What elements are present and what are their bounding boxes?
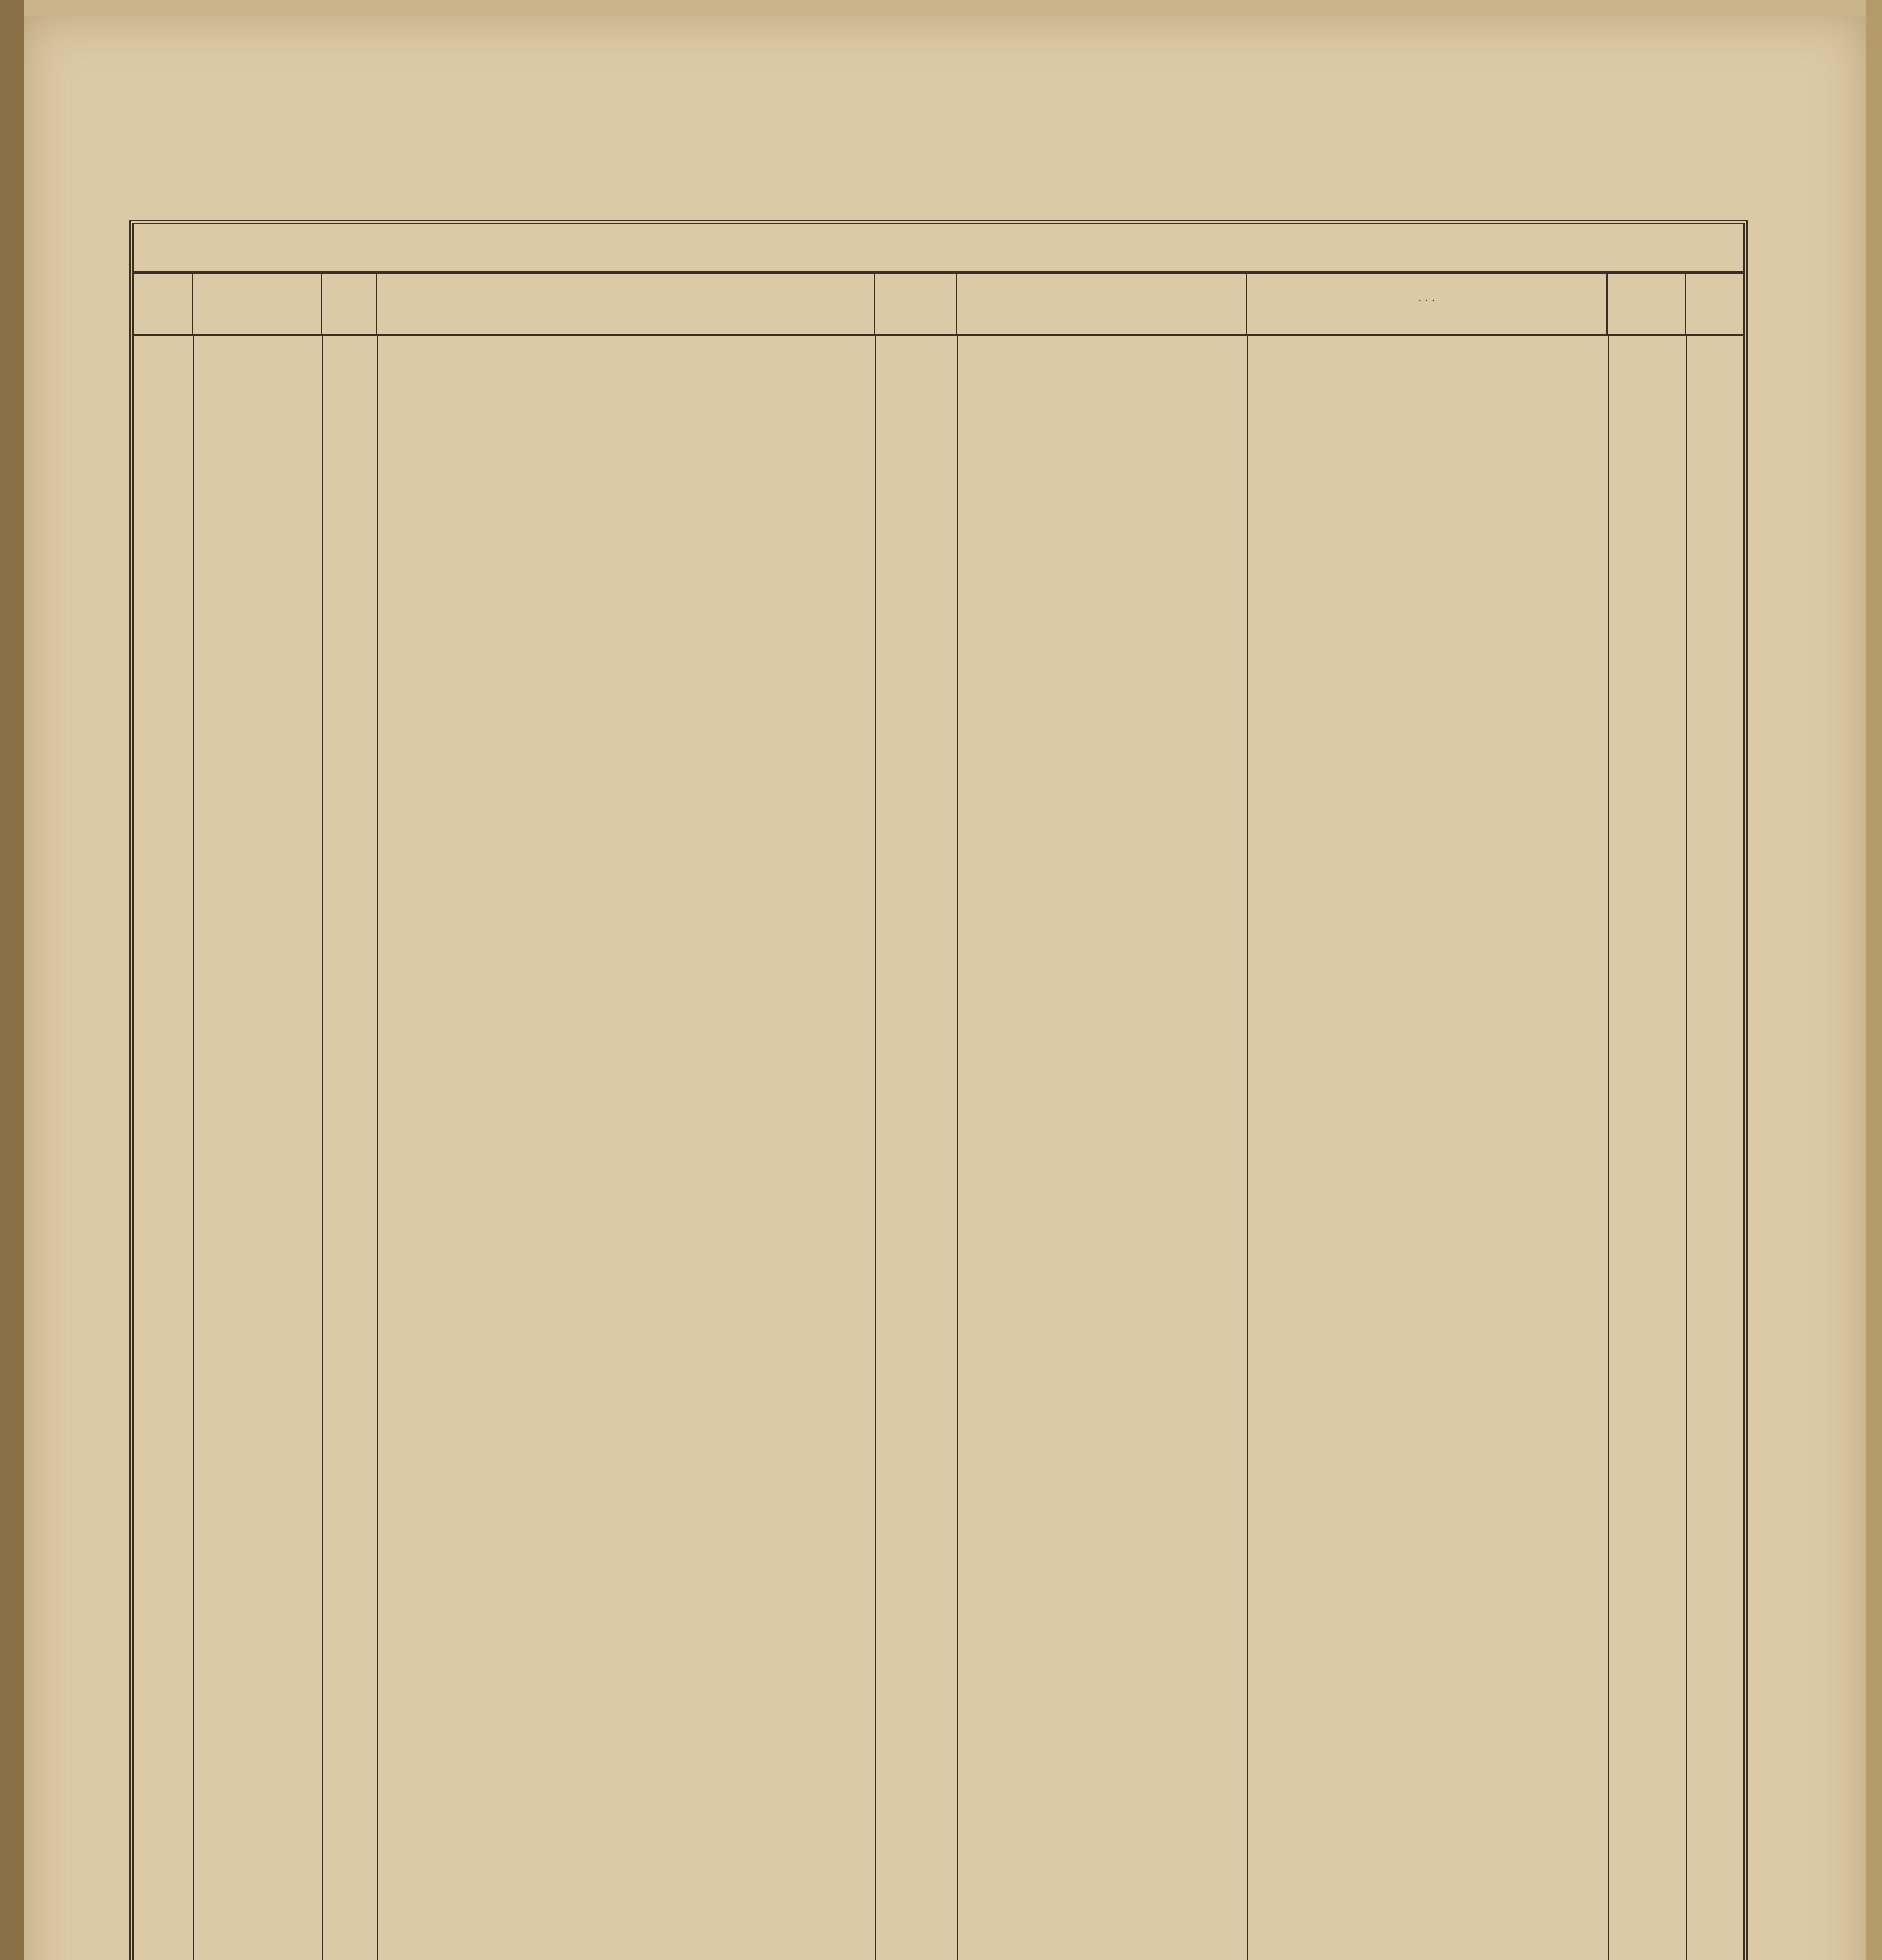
newspaper-page [24, 16, 1866, 1960]
header-a-terme [1247, 271, 1608, 334]
header-reports [193, 271, 322, 334]
header-au-comptant [957, 271, 1247, 334]
top-table-header [134, 271, 1743, 336]
header-taux [134, 271, 193, 334]
col-divider [193, 334, 194, 1960]
top-quotes-table [134, 271, 1743, 1960]
col-divider [957, 334, 958, 1960]
col-divider [322, 334, 323, 1960]
header-cours [322, 271, 377, 334]
col-divider [377, 334, 378, 1960]
header-terme-cols: · · · [1418, 295, 1436, 306]
header-jouissance [875, 271, 957, 334]
header-designation [377, 271, 875, 334]
page-header [134, 224, 1743, 274]
header-cloture [1608, 271, 1686, 334]
book-spine [0, 0, 24, 1960]
header-interets [1686, 271, 1743, 334]
col-divider [1686, 334, 1687, 1960]
col-divider [1247, 334, 1248, 1960]
col-divider [875, 334, 876, 1960]
page-edge [1866, 0, 1882, 1960]
page-frame [129, 220, 1748, 1960]
col-divider [1608, 334, 1609, 1960]
